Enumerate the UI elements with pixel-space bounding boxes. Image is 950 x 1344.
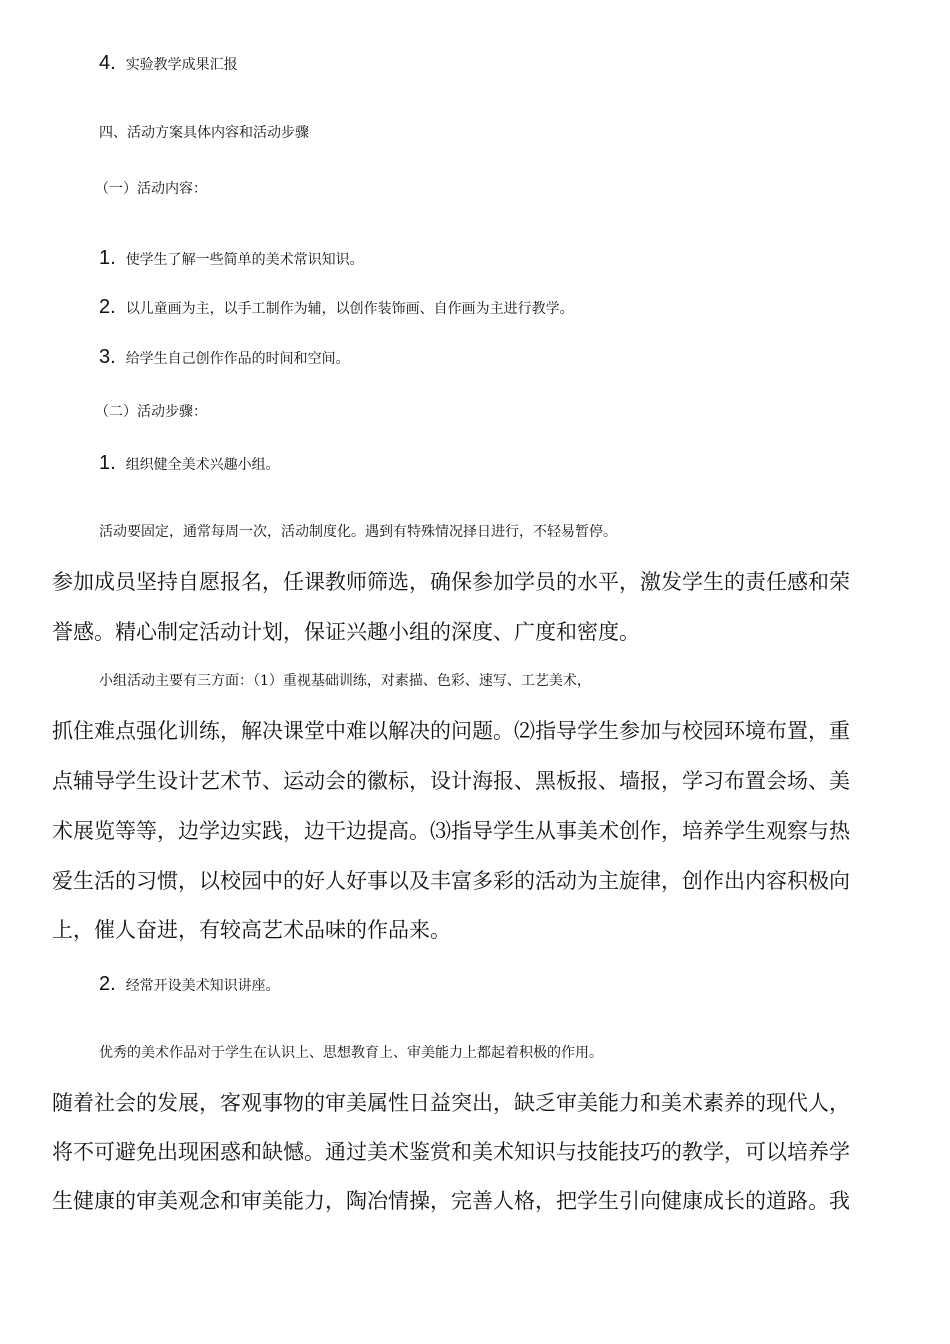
list-text: 经常开设美术知识讲座。 (125, 978, 280, 994)
paragraph-line: 随着社会的发展，客观事物的审美属性日益突出，缺乏审美能力和美术素养的现代人， (52, 1091, 850, 1115)
list-text: 使学生了解一些简单的美术常识知识。 (125, 252, 364, 268)
list-text: 实验教学成果汇报 (125, 57, 238, 73)
paragraph-line: 术展览等等，边学边实践，边干边提高。⑶指导学生从事美术创作，培养学生观察与热 (52, 819, 850, 843)
paragraph-line: 参加成员坚持自愿报名，任课教师筛选，确保参加学员的水平，激发学生的责任感和荣 (52, 570, 850, 594)
content-item-2 (99, 292, 950, 324)
list-number: 3. (99, 346, 116, 368)
list-number: 4. (99, 52, 116, 74)
list-number: 2. (99, 296, 116, 318)
section-heading: 四、活动方案具体内容和活动步骤 (99, 125, 309, 141)
paragraph-line: 点辅导学生设计艺术节、运动会的徽标，设计海报、黑板报、墙报，学习布置会场、美 (52, 769, 850, 793)
list-text: 以儿童画为主，以手工制作为辅，以创作装饰画、自作画为主进行教学。 (125, 301, 574, 317)
paragraph-line: 生健康的审美观念和审美能力，陶冶情操，完善人格，把学生引向健康成长的道路。我 (52, 1189, 850, 1213)
list-number: 1. (99, 247, 116, 269)
paragraph-line: 小组活动主要有三方面：（1）重视基础训练，对素描、色彩、速写、工艺美术， (99, 673, 591, 689)
subsection-heading-steps: （二）活动步骤： (95, 404, 207, 420)
list-text: 给学生自己创作作品的时间和空间。 (125, 351, 350, 367)
paragraph-line: 誉感。精心制定活动计划，保证兴趣小组的深度、广度和密度。 (52, 620, 640, 644)
list-item-4 (99, 48, 950, 80)
content-item-3 (99, 342, 950, 374)
content-item-1 (99, 243, 950, 275)
paragraph-line: 爱生活的习惯，以校园中的好人好事以及丰富多彩的活动为主旋律，创作出内容积极向 (52, 869, 850, 893)
list-text: 组织健全美术兴趣小组。 (125, 457, 280, 473)
step-item-2 (99, 969, 950, 1001)
subsection-heading-content: （一）活动内容： (95, 181, 207, 197)
paragraph-line: 将不可避免出现困惑和缺憾。通过美术鉴赏和美术知识与技能技巧的教学，可以培养学 (52, 1140, 850, 1164)
paragraph-line: 活动要固定，通常每周一次，活动制度化。遇到有特殊情况择日进行，不轻易暂停。 (99, 524, 617, 540)
paragraph-line: 优秀的美术作品对于学生在认识上、思想教育上、审美能力上都起着积极的作用。 (99, 1045, 603, 1061)
list-number: 1. (99, 452, 116, 474)
step-item-1 (99, 448, 950, 480)
paragraph-line: 抓住难点强化训练，解决课堂中难以解决的问题。⑵指导学生参加与校园环境布置，重 (52, 719, 850, 743)
list-number: 2. (99, 973, 116, 995)
paragraph-line: 上，催人奋进，有较高艺术品味的作品来。 (52, 918, 451, 942)
